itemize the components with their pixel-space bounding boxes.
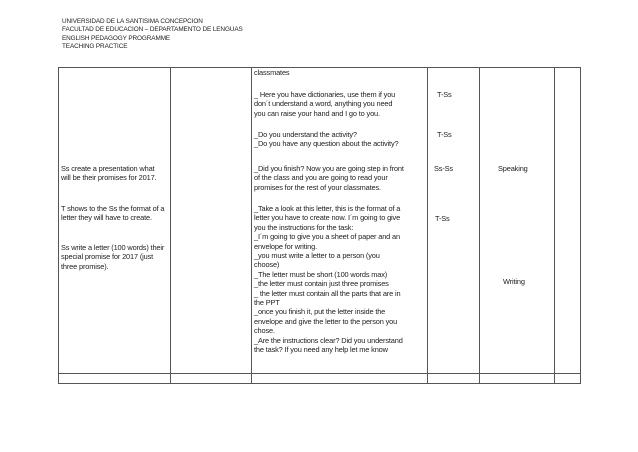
teacher-talk-cell <box>252 68 428 374</box>
table-row <box>59 374 581 384</box>
interaction-label: T-Ss <box>435 214 450 223</box>
programme-name: ENGLISH PEDAGOGY PROGRAMME <box>62 34 171 42</box>
skill-label: Speaking <box>498 164 528 173</box>
procedure-format: T shows to the Ss the format of a letter they will have to create. <box>61 204 165 223</box>
talk-finish: _Did you finish? Now you are going step in front of the class and you are going to read your promises for the rest of your classmates. <box>254 164 404 192</box>
talk-classmates: classmates <box>254 68 290 77</box>
time-cell <box>555 68 581 374</box>
table-row <box>59 68 581 374</box>
skills-cell <box>480 68 555 374</box>
skill-label: Writing <box>503 277 525 286</box>
document-header <box>62 18 243 52</box>
procedure-cell <box>59 68 171 374</box>
document-type: TEACHING PRACTICE <box>62 43 128 51</box>
procedure-letter: Ss write a letter (100 words) their special promise for 2017 (just three promise). <box>61 243 165 271</box>
materials-cell <box>171 68 252 374</box>
talk-instructions: _Take a look at this letter, this is the format of a letter you have to create now. I´m going to give you the instructions for the task: _I´m going to give you a sheet of paper and an envelope for writing. _you must write a letter to a person (you choose) _The letter must be short (100 words max) _the letter must contain just three promises _ the letter must contain all the parts that are in the PPT _once you finish it, put the letter inside the envelope and give the letter to the person you chose. _Are the instructions clear? Did you understand the task? If you need any help let me know <box>254 204 403 355</box>
university-name: UNIVERSIDAD DE LA SANTISIMA CONCEPCION <box>62 18 203 25</box>
lesson-plan-table <box>58 67 581 384</box>
interaction-cell <box>428 68 480 374</box>
talk-check-understanding: _Do you understand the activity? _Do you have any question about the activity? <box>254 130 399 149</box>
talk-dictionaries: _ Here you have dictionaries, use them if you don´t understand a word, anything you need you can raise your hand and I go to you. <box>254 90 396 118</box>
faculty-name: FACULTAD DE EDUCACION – DEPARTAMENTO DE LENGUAS <box>62 26 243 34</box>
interaction-label: T-Ss <box>437 90 452 99</box>
interaction-label: Ss-Ss <box>434 164 453 173</box>
interaction-label: T-Ss <box>437 130 452 139</box>
procedure-presentation: Ss create a presentation what will be their promises for 2017. <box>61 164 157 183</box>
